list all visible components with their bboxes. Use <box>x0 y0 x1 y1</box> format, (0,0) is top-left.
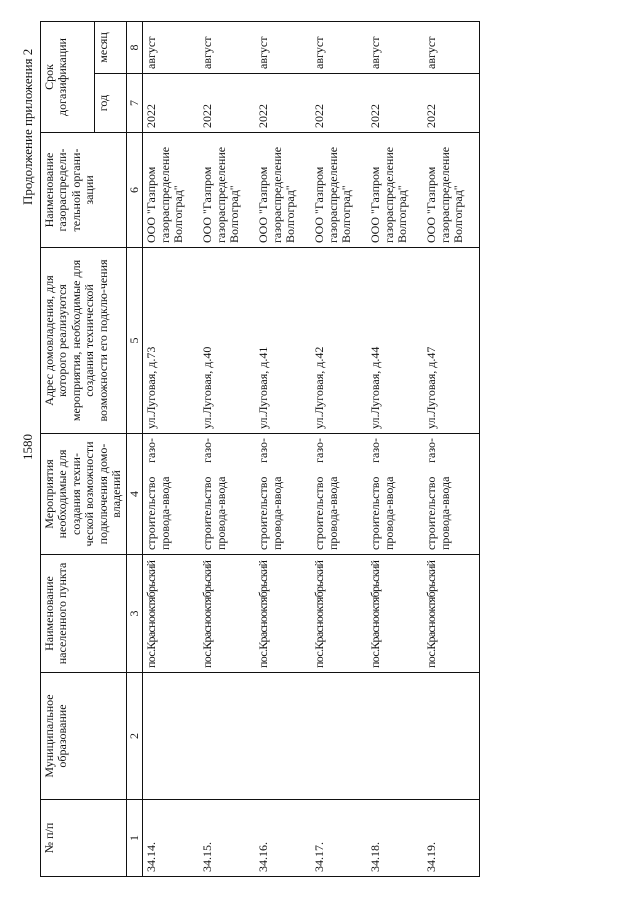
column-number: 4 <box>126 434 142 555</box>
month-cell: август <box>199 21 255 73</box>
column-number: 1 <box>126 800 142 877</box>
year-cell: 2022 <box>367 74 423 133</box>
column-number: 3 <box>126 555 142 673</box>
row-number: 34.16. <box>255 800 311 877</box>
year-cell: 2022 <box>423 74 480 133</box>
header-year: год <box>95 74 126 133</box>
gas-org-cell: ООО "Газпром газораспределение Волгоград" <box>143 133 200 248</box>
table-row <box>423 21 480 876</box>
column-number: 8 <box>126 21 142 73</box>
column-number: 6 <box>126 133 142 248</box>
gas-org-cell: ООО "Газпром газораспределение Волгоград" <box>255 133 311 248</box>
column-number: 2 <box>126 673 142 800</box>
address-cell: ул.Луговая, д.47 <box>423 248 480 434</box>
row-number: 34.14. <box>143 800 200 877</box>
gas-org-cell: ООО "Газпром газораспределение Волгоград" <box>367 133 423 248</box>
address-cell: ул.Луговая, д.41 <box>255 248 311 434</box>
header-measures: Мероприятия необходимые для создания техни-ческой возможности подключения домо-владений <box>41 434 127 555</box>
settlement-cell: пос.Краснооктябрьский <box>311 555 367 673</box>
address-cell: ул.Луговая, д.42 <box>311 248 367 434</box>
address-cell: ул.Луговая, д.40 <box>199 248 255 434</box>
municipality-cell <box>311 673 367 800</box>
address-cell: ул.Луговая, д.73 <box>143 248 200 434</box>
column-number: 5 <box>126 248 142 434</box>
table-row <box>311 21 367 876</box>
continuation-label: Продолжение приложения 2 <box>20 48 35 205</box>
municipality-cell <box>423 673 480 800</box>
header-address: Адрес домовладения, для которого реализуются мероприятия, необходимые для создания технической возможности его подклю-чения <box>41 248 127 434</box>
measures-cell: строительство газо-провода-ввода <box>367 434 423 555</box>
header-deadline: Срок догазификации <box>41 21 95 132</box>
page-number: 1580 <box>20 434 35 460</box>
row-number: 34.17. <box>311 800 367 877</box>
header-gas-org: Наименование газораспредели-тельной органи-зации <box>41 133 127 248</box>
settlement-cell: пос.Краснооктябрьский <box>199 555 255 673</box>
table-row <box>255 21 311 876</box>
year-cell: 2022 <box>143 74 200 133</box>
settlement-cell: пос.Краснооктябрьский <box>255 555 311 673</box>
gasification-table <box>40 21 480 877</box>
municipality-cell <box>143 673 200 800</box>
month-cell: август <box>255 21 311 73</box>
month-cell: август <box>423 21 480 73</box>
settlement-cell: пос.Краснооктябрьский <box>367 555 423 673</box>
municipality-cell <box>199 673 255 800</box>
month-cell: август <box>311 21 367 73</box>
gas-org-cell: ООО "Газпром газораспределение Волгоград" <box>199 133 255 248</box>
measures-cell: строительство газо-провода-ввода <box>255 434 311 555</box>
settlement-cell: пос.Краснооктябрьский <box>423 555 480 673</box>
gas-org-cell: ООО "Газпром газораспределение Волгоград" <box>311 133 367 248</box>
municipality-cell <box>255 673 311 800</box>
column-number: 7 <box>126 74 142 133</box>
table-row <box>143 21 200 876</box>
year-cell: 2022 <box>199 74 255 133</box>
municipality-cell <box>367 673 423 800</box>
header-settlement: Наименование населенного пункта <box>41 555 127 673</box>
month-cell: август <box>143 21 200 73</box>
gas-org-cell: ООО "Газпром газораспределение Волгоград" <box>423 133 480 248</box>
column-number-row <box>126 21 142 876</box>
measures-cell: строительство газо-провода-ввода <box>199 434 255 555</box>
month-cell: август <box>367 21 423 73</box>
row-number: 34.15. <box>199 800 255 877</box>
address-cell: ул.Луговая, д.44 <box>367 248 423 434</box>
header-row <box>41 21 95 876</box>
measures-cell: строительство газо-провода-ввода <box>311 434 367 555</box>
row-number: 34.19. <box>423 800 480 877</box>
year-cell: 2022 <box>311 74 367 133</box>
row-number: 34.18. <box>367 800 423 877</box>
settlement-cell: пос.Краснооктябрьский <box>143 555 200 673</box>
measures-cell: строительство газо-провода-ввода <box>423 434 480 555</box>
table-row <box>367 21 423 876</box>
measures-cell: строительство газо-провода-ввода <box>143 434 200 555</box>
year-cell: 2022 <box>255 74 311 133</box>
header-no: № п/п <box>41 800 127 877</box>
table-row <box>199 21 255 876</box>
header-month: месяц <box>95 21 126 73</box>
header-municipality: Муниципальное образование <box>41 673 127 800</box>
